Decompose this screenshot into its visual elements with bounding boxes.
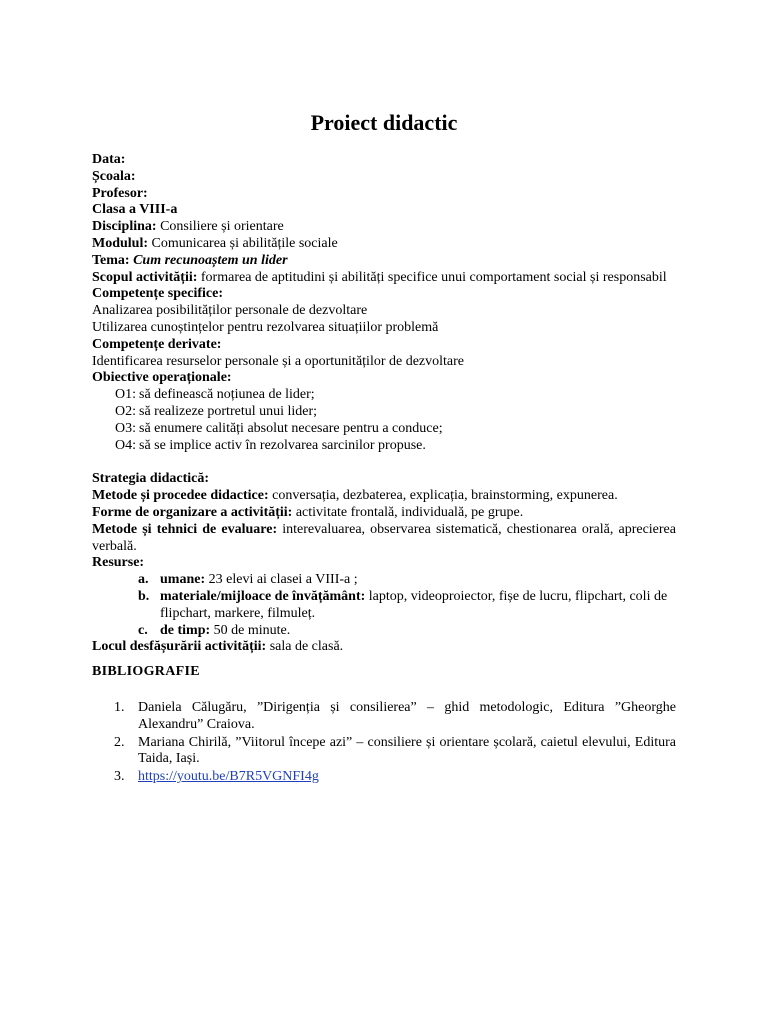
resursa-label: materiale/mijloace de învățământ:	[160, 588, 366, 604]
obiectiv-code: O3:	[115, 420, 136, 436]
modulul-value: Comunicarea și abilitățile sociale	[148, 235, 338, 251]
bibliografie-item	[92, 769, 676, 786]
profesor-label: Profesor:	[92, 185, 148, 201]
scoala-label: Școala:	[92, 168, 136, 184]
resursa-value: laptop, videoproiector, fișe de lucru, flipchart, coli de flipchart, markere, filmuleț.	[160, 588, 668, 621]
competenta-derivata-item: Identificarea resurselor personale și a oportunităților de dezvoltare	[92, 353, 465, 369]
data-label: Data:	[92, 152, 126, 167]
obiectiv-text: să se implice activ în rezolvarea sarcinilor propuse.	[139, 437, 426, 453]
bibliografie-text: Daniela Călugăru, ”Dirigenția și consilierea” – ghid metodologic, Editura ”Gheorghe Alexandru” Craiova.	[138, 699, 676, 732]
scopul-value: formarea de aptitudini și abilități specifice unui comportament social și responsabil	[197, 269, 667, 285]
resursa-item	[92, 572, 676, 589]
forme-line	[92, 505, 676, 522]
competenta-specifica-item: Analizarea posibilităților personale de dezvoltare	[92, 303, 368, 319]
obiectiv-text: să definească noțiunea de lider;	[139, 387, 315, 403]
modulul-line	[92, 236, 676, 253]
bibliografie-item	[92, 735, 676, 769]
bibliografie-number: 2.	[114, 734, 125, 750]
obiectiv-item	[92, 421, 676, 438]
resursa-label: de timp:	[160, 622, 211, 638]
obiectiv-code: O1:	[115, 387, 136, 403]
locul-line	[92, 639, 676, 656]
obiective-heading: Obiective operaționale:	[92, 370, 232, 386]
tema-value: Cum recunoaștem un lider	[129, 252, 288, 268]
resurse-heading: Resurse:	[92, 555, 145, 571]
bibliografie-list	[92, 700, 676, 786]
obiectiv-item	[92, 404, 676, 421]
competente-specifice-heading: Competențe specifice:	[92, 286, 224, 302]
section-spacer	[92, 454, 676, 471]
obiectiv-item	[92, 387, 676, 404]
strategia-heading: Strategia didactică:	[92, 471, 210, 487]
obiectiv-item	[92, 438, 676, 455]
resursa-item	[92, 623, 676, 640]
resursa-letter: c.	[138, 622, 148, 638]
resursa-letter: a.	[138, 572, 149, 588]
disciplina-line	[92, 219, 676, 236]
metode-label: Metode și procedee didactice:	[92, 488, 269, 504]
obiectiv-text: să realizeze portretul unui lider;	[139, 403, 318, 419]
bibliografie-item	[92, 700, 676, 734]
obiectiv-text: să enumere calități absolut necesare pentru a conduce;	[139, 420, 443, 436]
bibliografie-text: Mariana Chirilă, ”Viitorul începe azi” – consiliere și orientare școlară, caietul elevului, Editura Taida, Iași.	[138, 734, 676, 767]
tema-label: Tema:	[92, 252, 130, 268]
competenta-specifica-item: Utilizarea cunoștințelor pentru rezolvarea situațiilor problemă	[92, 319, 439, 335]
scopul-line	[92, 270, 676, 287]
competente-derivate-heading: Competențe derivate:	[92, 336, 222, 352]
document-body	[92, 152, 676, 787]
resursa-value: 50 de minute.	[210, 622, 291, 638]
evaluare-value: interevaluarea, observarea sistematică, chestionarea orală, aprecierea verbală.	[92, 521, 676, 554]
resursa-item	[92, 589, 676, 623]
resursa-label: umane:	[160, 572, 206, 588]
evaluare-label: Metode și tehnici de evaluare:	[92, 521, 278, 537]
clasa-label: Clasa a VIII-a	[92, 202, 178, 218]
disciplina-label: Disciplina:	[92, 219, 157, 235]
resursa-value: 23 elevi ai clasei a VIII-a ;	[205, 572, 358, 588]
youtube-link[interactable]: https://youtu.be/B7R5VGNFI4g	[138, 769, 319, 785]
metode-line	[92, 488, 676, 505]
obiectiv-code: O2:	[115, 403, 136, 419]
evaluare-line	[92, 522, 676, 556]
obiectiv-code: O4:	[115, 437, 136, 453]
forme-value: activitate frontală, individuală, pe grupe.	[292, 504, 524, 520]
bibliografie-number: 1.	[114, 699, 125, 715]
bibliografie-heading: BIBLIOGRAFIE	[92, 664, 200, 680]
page-title: Proiect didactic	[310, 110, 458, 135]
locul-value: sala de clasă.	[266, 639, 344, 655]
disciplina-value: Consiliere și orientare	[156, 219, 284, 235]
locul-label: Locul desfășurării activității:	[92, 639, 267, 655]
modulul-label: Modulul:	[92, 235, 149, 251]
tema-line	[92, 253, 676, 270]
metode-value: conversația, dezbaterea, explicația, brainstorming, expunerea.	[268, 488, 618, 504]
forme-label: Forme de organizare a activității:	[92, 504, 293, 520]
resursa-letter: b.	[138, 588, 150, 604]
bibliografie-number: 3.	[114, 769, 125, 785]
scopul-label: Scopul activității:	[92, 269, 198, 285]
